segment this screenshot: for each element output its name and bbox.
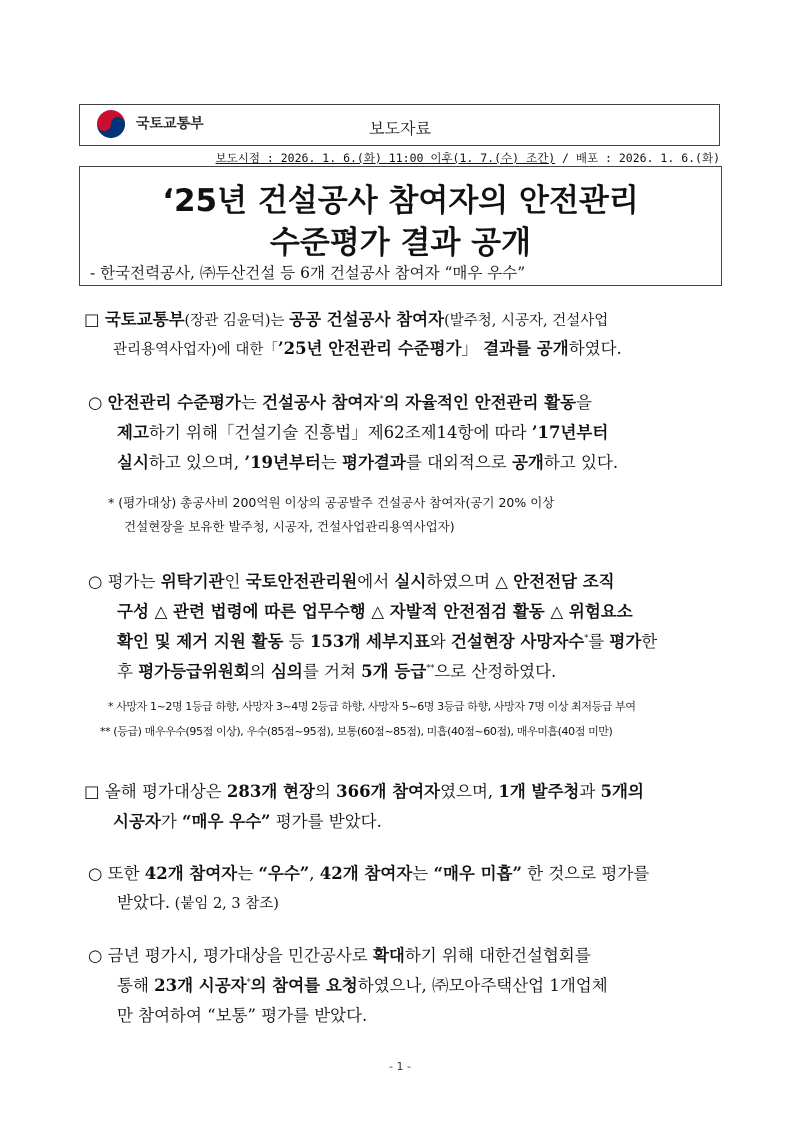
text-bold: 시공자 [113,812,161,831]
doc-type-title: 보도자료 [369,119,431,138]
text: 후 [117,662,139,681]
text-bold: “우수” [258,864,310,883]
text: 으로 산정하였다. [434,662,557,681]
bullet-square: □ [84,310,105,329]
paragraph-1-line-2 [113,335,622,359]
text: 를 대외적으로 [405,453,512,472]
paragraph-6-line-2 [117,972,608,996]
paragraph-6-line-3: 만 참여하여 “보통” 평가를 받았다. [117,1006,368,1025]
text-bold: 평가 [609,632,642,651]
footnote-mark: * [379,394,384,404]
text: 는 [240,393,263,412]
paragraph-3-line-2: 구성 △ 관련 법령에 따른 업무수행 △ 자발적 안전점검 활동 △ 위험요소 [117,602,633,621]
text: 평가를 받았다. [270,812,382,831]
text: 관리용역사업자)에 대한「 [113,342,278,358]
text: 를 [588,632,610,651]
text: 는 [320,453,343,472]
text-bold: ’19년부터 [244,453,321,472]
text-bold: 42개 참여자 [144,864,238,883]
text-bold: 자율적인 안전관리 활동 [405,393,577,412]
text-bold: “매우 미흡” [433,864,522,883]
text: □ 올해 평가대상은 [84,782,227,801]
government-emblem-icon [95,108,127,140]
text-bold: 확인 및 제거 지원 활동 [117,632,284,651]
text: 」 [461,339,484,358]
footnote-2-line-1: * 사망자 1~2명 1등급 하향, 사망자 3~4명 2등급 하향, 사망자 5~6명 3등급 하향, 사망자 7명 이상 최저등급 부여 [108,700,636,713]
ministry-logo-text: 국토교통부 [136,116,204,132]
paragraph-4-line-2 [113,808,382,832]
text-bold: 실시 [394,572,427,591]
text: 는 [237,864,259,883]
paragraph-3-line-3 [117,628,657,652]
text: 의 [314,782,337,801]
footnote-mark: * [584,633,589,643]
text-bold: 42개 참여자 [319,864,413,883]
text: 등 [283,632,310,651]
text-bold: 평가결과 [342,453,406,472]
text: 받았다. [117,893,171,912]
text-bold: “매우 우수” [182,812,271,831]
footnote-2-line-2: ** (등급) 매우우수(95점 이상), 우수(85점~95점), 보통(60점~85점), 미흡(40점~60점), 매우미흡(40점 미만) [100,725,613,738]
paragraph-2-line-2 [117,419,608,443]
text: 한 것으로 평가를 [521,864,650,883]
text-bold: 국토교통부 [104,310,185,329]
text: 하기 위해「건설기술 진흥법」제62조제14항에 따라 [148,423,532,442]
text-bold: 5개의 [600,782,644,801]
text-bold: 153개 세부지표 [309,632,430,651]
text-bold: 위탁기관 [160,572,225,591]
text: , [309,864,320,883]
text-bold: 평가등급위원회 [138,662,250,681]
title-line-2: 수준평가 결과 공개 [269,225,532,261]
paragraph-4-line-1 [84,778,644,802]
text-bold: ’17년부터 [531,423,609,442]
release-info [79,150,720,166]
text-bold: 제고 [117,423,149,442]
text: 하고 있다. [543,453,619,472]
bullet-circle: ○ [88,393,108,412]
distribution-date: / 배포 : 2026. 1. 6.(화) [555,151,720,165]
text-bold: 5개 등급 [361,662,427,681]
text-bold: 건설현장 사망자수 [450,632,585,651]
text-bold: 국토안전관리원 [245,572,358,591]
text: 과 [579,782,601,801]
text: 인 [224,572,246,591]
text: 한 [641,632,658,651]
text: 통해 [117,976,155,995]
release-time: 보도시점 : 2026. 1. 6.(화) 11:00 이후(1. 7.(수) 조간) [215,151,556,165]
text-bold: ’25년 안전관리 수준평가 [277,339,462,358]
paragraph-1-line-1 [84,306,608,330]
text: ○ 또한 [88,864,145,883]
text: 는 [412,864,434,883]
text: 에서 [357,572,395,591]
text: (장관 김윤덕)는 [184,313,290,329]
text: (붙임 2, 3 참조) [170,896,279,912]
footnote-1-line-1: * (평가대상) 총공사비 200억원 이상의 공공발주 건설공사 참여자(공기 20% 이상 [108,495,555,510]
text: 하고 있으며, [148,453,245,472]
text: 하였다. [568,339,622,358]
text-bold: 확대 [372,946,405,965]
text-bold: 건설공사 참여자 [262,393,380,412]
paragraph-6-line-1 [88,942,591,966]
text: 하였으며 △ [426,572,514,591]
text-bold: 366개 참여자 [336,782,441,801]
paragraph-2-line-3 [117,449,618,473]
subtitle: - 한국전력공사, ㈜두산건설 등 6개 건설공사 참여자 “매우 우수” [90,264,526,282]
paragraph-2-line-1 [88,389,592,413]
text-bold: 23개 시공자 [154,976,247,995]
text-bold: 공개 [511,453,544,472]
text: 를 거쳐 [302,662,362,681]
footnote-mark: * [246,977,251,987]
footnote-mark: ** [426,663,435,673]
text: 와 [429,632,451,651]
text-bold: 의 [383,393,406,412]
paragraph-3-line-1 [88,568,615,592]
paragraph-5-line-2 [117,889,279,913]
text-bold: 결과를 공개 [483,339,569,358]
text-bold: 의 참여를 요청 [250,976,358,995]
text: 을 [576,393,592,412]
text-bold: 안전전담 조직 [513,572,615,591]
text: (발주청, 시공자, 건설사업 [444,313,609,329]
text: 였으며, [440,782,499,801]
text-bold: 안전관리 수준평가 [107,393,241,412]
text: 의 [249,662,271,681]
text: 가 [160,812,183,831]
text: 하였으나, ㈜모아주택산업 1개업체 [357,976,608,995]
text-bold: 실시 [117,453,149,472]
text-bold: 283개 현장 [226,782,315,801]
text-bold: 심의 [270,662,303,681]
text-bold: 1개 발주청 [498,782,580,801]
page-number: - 1 - [389,1060,411,1073]
footnote-1-line-2: 건설현장을 보유한 발주청, 시공자, 건설사업관리용역사업자) [124,519,455,534]
text: 하기 위해 대한건설협회를 [404,946,591,965]
paragraph-5-line-1 [88,860,649,884]
paragraph-3-line-4 [117,658,556,682]
text: ○ 평가는 [88,572,161,591]
text: ○ 금년 평가시, 평가대상을 민간공사로 [88,946,373,965]
text-bold: 공공 건설공사 참여자 [289,310,445,329]
title-line-1: ‘25년 건설공사 참여자의 안전관리 [162,183,639,219]
